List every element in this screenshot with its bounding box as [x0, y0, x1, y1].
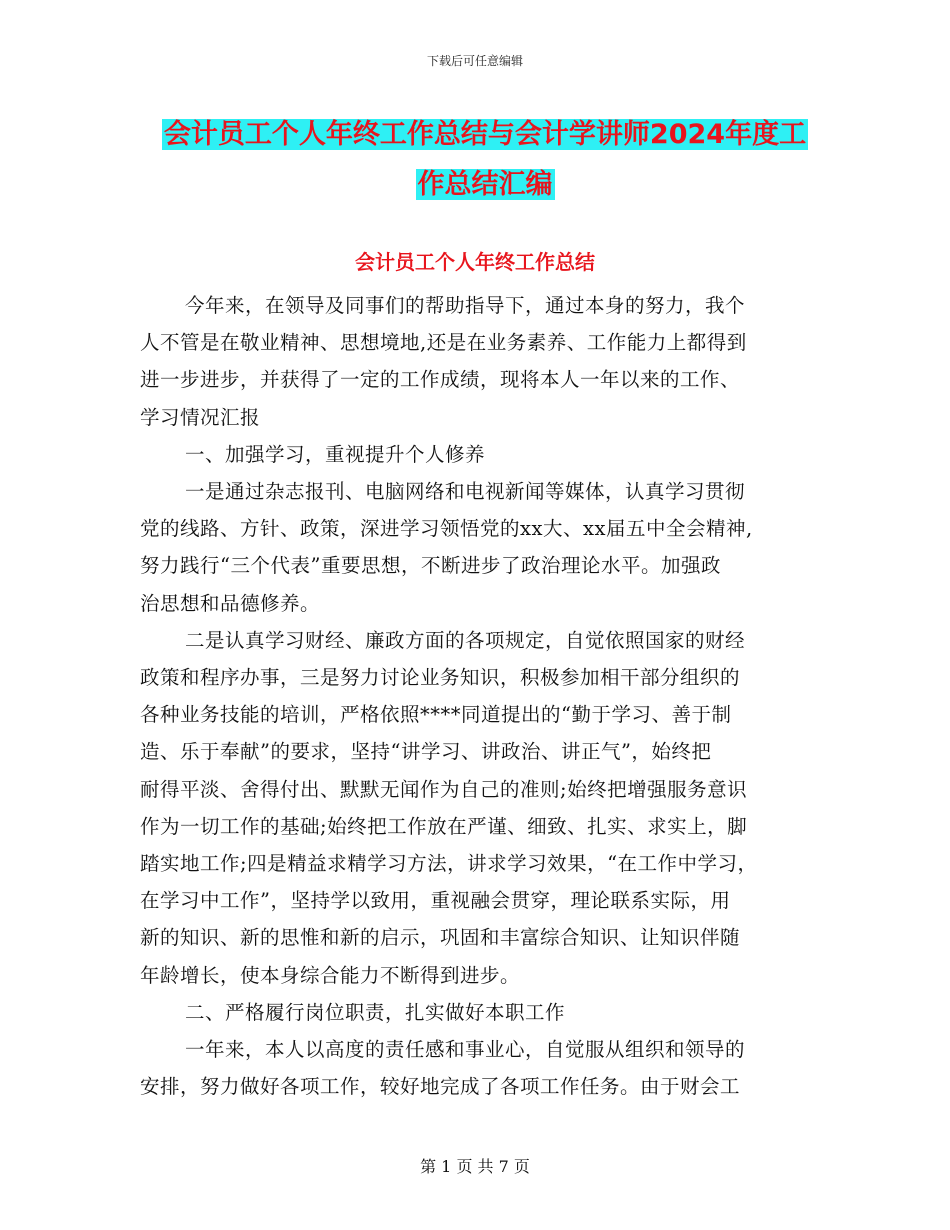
title-line-1: 会计员工个人年终工作总结与会计学讲师2024年度工: [163, 119, 807, 150]
text-line: 年龄增长，使本身综合能力不断得到进步。: [140, 963, 521, 987]
text-line: 二、严格履行岗位职责，扎实做好本职工作: [185, 1000, 566, 1024]
section-title: 会计员工个人年终工作总结: [355, 250, 595, 274]
text-line: 各种业务技能的培训，严格依照****同道提出的“勤于学习、善于制: [140, 703, 732, 727]
text-line: 一年来，本人以高度的责任感和事业心，自觉服从组织和领导的: [185, 1038, 746, 1062]
text-line: 踏实地工作;四是精益求精学习方法，讲求学习效果，“在工作中学习，: [140, 852, 758, 876]
text-line: 努力践行“三个代表”重要思想，不断进步了政治理论水平。加强政: [140, 554, 721, 578]
text-line: 一、加强学习，重视提升个人修养: [185, 442, 486, 466]
text-line: 人不管是在敬业精神、思想境地,还是在业务素养、工作能力上都得到: [140, 331, 747, 355]
title-line-2: 作总结汇编: [417, 169, 553, 200]
body-text: [140, 287, 820, 1105]
page-number: 第 1 页 共 7 页: [420, 1157, 530, 1176]
text-line: 新的知识、新的思惟和新的启示，巩固和丰富综合知识、让知识伴随: [140, 926, 741, 950]
text-line: 安排，努力做好各项工作，较好地完成了各项工作任务。由于财会工: [140, 1075, 741, 1099]
text-line: 作为一切工作的基础;始终把工作放在严谨、细致、扎实、求实上，脚: [140, 814, 748, 838]
text-line: 党的线路、方针、政策，深进学习领悟党的xx大、xx届五中全会精神,: [140, 517, 753, 541]
text-line: 耐得平淡、舍得付出、默默无闻作为自己的准则;始终把增强服务意识: [140, 777, 748, 801]
text-line: 在学习中工作”，坚持学以致用，重视融会贯穿，理论联系实际，用: [140, 889, 731, 913]
document-title: [140, 110, 830, 210]
text-line: 政策和程序办事，三是努力讨论业务知识，积极参加相干部分组织的: [140, 666, 741, 690]
text-line: 学习情况汇报: [140, 405, 261, 429]
text-line: 一是通过杂志报刊、电脑网络和电视新闻等媒体，认真学习贯彻: [185, 480, 746, 504]
text-line: 治思想和品德修养。: [140, 591, 321, 615]
text-line: 进一步进步，并获得了一定的工作成绩，现将本人一年以来的工作、: [140, 368, 741, 392]
page-header: 下载后可任意编辑: [426, 54, 523, 68]
text-line: 二是认真学习财经、廉政方面的各项规定，自觉依照国家的财经: [185, 628, 746, 652]
text-line: 今年来，在领导及同事们的帮助指导下，通过本身的努力，我个: [185, 294, 746, 317]
text-line: 造、乐于奉献”的要求，坚持“讲学习、讲政治、讲正气”，始终把: [140, 740, 712, 764]
